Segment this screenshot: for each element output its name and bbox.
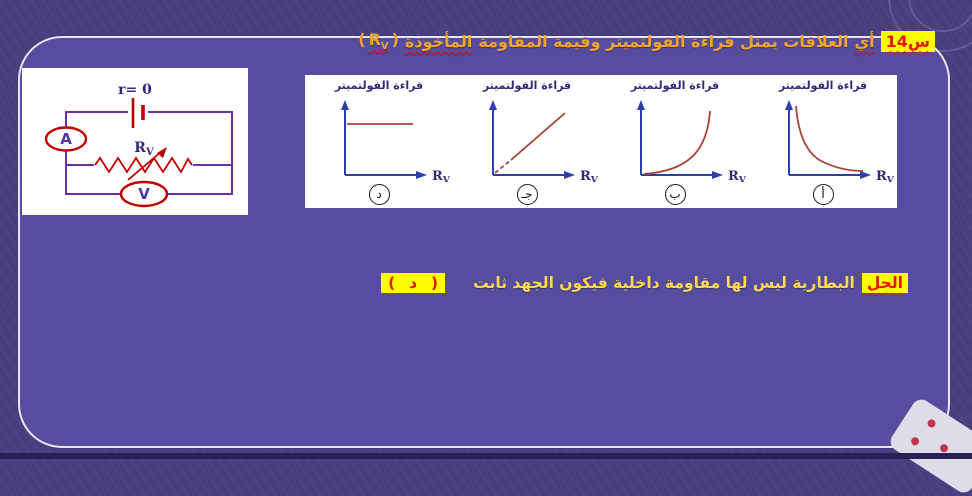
graph-option-dal (305, 75, 453, 208)
question-word-underlined: أي (854, 31, 875, 51)
graph-plot-constant (305, 94, 453, 182)
question-text: العلاقات يمثل قراءة الفولتميتر وقيمة المقاومة (478, 31, 849, 51)
question-line (355, 30, 938, 52)
y-axis-label: قراءة الفولتميتر (334, 79, 424, 92)
curve-exponential-rise (644, 111, 710, 174)
y-axis-label: قراءة الفولتميتر (482, 79, 572, 92)
option-letter-circle: د (369, 184, 390, 205)
resistor-label: $R_V$ (134, 140, 154, 158)
solution-line (381, 273, 908, 293)
x-axis-label: $R_V$ (432, 169, 450, 182)
graph-plot-rising-curve (601, 94, 749, 182)
paren-open: ( (358, 30, 366, 49)
y-axis-label: قراءة الفولتميتر (778, 79, 868, 92)
x-axis-label: $R_V$ (728, 169, 746, 182)
x-axis-label: $R_V$ (876, 169, 894, 182)
answer-letter: د (409, 274, 418, 292)
graph-plot-linear (453, 94, 601, 182)
curve-linear (511, 113, 565, 160)
circuit-diagram (22, 68, 248, 215)
paren-open: ( (431, 274, 439, 292)
circuit-diagram-panel (22, 68, 248, 215)
paren-close: ) (388, 274, 396, 292)
paren-close: ) (391, 30, 399, 49)
solution-badge: الحل (862, 273, 908, 293)
graph-plot-hyperbola (749, 94, 897, 182)
graph-option-alif (749, 75, 897, 208)
ammeter-letter: A (60, 130, 72, 148)
solution-text: البطارية ليس لها مقاومة داخلية فيكون الجهد ثابت (473, 274, 855, 292)
answer-badge (381, 273, 445, 293)
x-axis-label: $R_V$ (580, 169, 598, 182)
voltmeter-letter: V (138, 185, 150, 203)
question-number-badge: س14 (881, 31, 935, 52)
rv-symbol: $R_V$ (368, 30, 389, 53)
option-letter-circle: جـ (517, 184, 538, 205)
graph-option-ba (601, 75, 749, 208)
graph-option-jeem (453, 75, 601, 208)
bottom-edge-strip (0, 453, 972, 459)
dice-dot (910, 436, 921, 447)
y-axis-label: قراءة الفولتميتر (630, 79, 720, 92)
options-graphs-panel (305, 75, 897, 208)
option-letter-circle: أ (813, 184, 834, 205)
option-letter-circle: ب (665, 184, 686, 205)
curve-hyperbola-fall (796, 106, 863, 171)
battery-gap (128, 103, 148, 121)
question-word-underlined: المأخوذة (404, 31, 473, 51)
question-rv-term (358, 30, 399, 52)
internal-resistance-label: r= 0 (118, 82, 152, 98)
curve-linear-dashed-start (495, 160, 511, 173)
dice-dot (926, 418, 937, 429)
